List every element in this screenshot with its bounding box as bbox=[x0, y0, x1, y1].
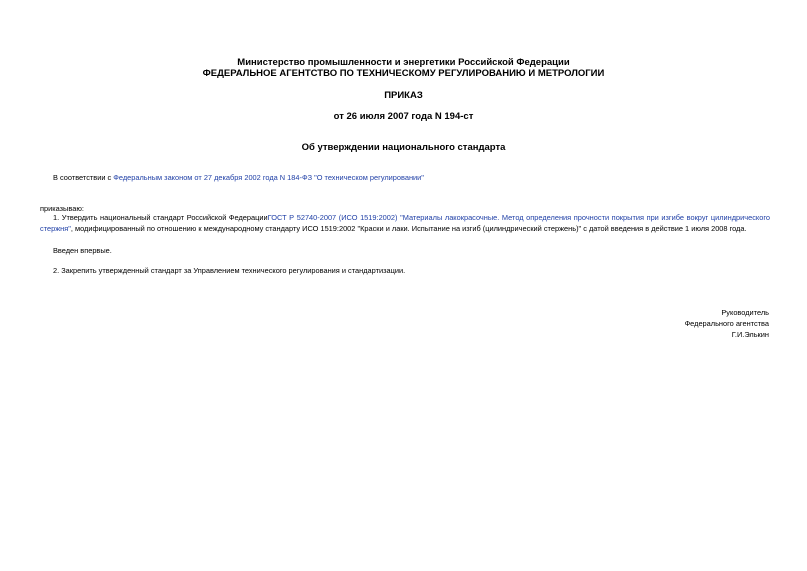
item1-paragraph bbox=[40, 212, 770, 234]
signature-agency: Федерального агентства bbox=[684, 319, 769, 328]
item1-prefix: 1. Утвердить национальный стандарт Российской Федерации bbox=[53, 213, 268, 222]
signature-name: Г.И.Элькин bbox=[731, 330, 769, 339]
intro-note: Введен впервые. bbox=[53, 246, 112, 255]
item1-suffix: , модифицированный по отношению к международному стандарту ИСО 1519:2002 "Краски и лаки. Испытание на изгиб (цилиндрический стержень)" с датой введения в действие 1 июля 2008 года. bbox=[70, 224, 747, 233]
gost-standard-link[interactable]: ГОСТ Р 52740-2007 (ИСО 1519:2002) "Материалы лакокрасочные. Метод определения прочности покрытия при изгибе вокруг цилиндрического стержня" bbox=[40, 213, 770, 233]
document-date-number: от 26 июля 2007 года N 194-ст bbox=[333, 111, 474, 122]
basis-paragraph bbox=[53, 172, 424, 183]
order-word: приказываю: bbox=[40, 204, 84, 213]
agency-heading: ФЕДЕРАЛЬНОЕ АГЕНТСТВО ПО ТЕХНИЧЕСКОМУ РЕГУЛИРОВАНИЮ И МЕТРОЛОГИИ bbox=[202, 68, 605, 79]
signature-title: Руководитель bbox=[721, 308, 769, 317]
document-type: ПРИКАЗ bbox=[384, 90, 423, 101]
federal-law-link[interactable]: Федеральным законом от 27 декабря 2002 года N 184-ФЗ "О техническом регулировании" bbox=[113, 173, 424, 182]
document-subject: Об утверждении национального стандарта bbox=[301, 142, 506, 153]
basis-prefix: В соответствии с bbox=[53, 173, 114, 182]
item2-paragraph: 2. Закрепить утвержденный стандарт за Управлением технического регулирования и стандартизации. bbox=[53, 266, 406, 275]
ministry-heading: Министерство промышленности и энергетики Российской Федерации bbox=[237, 57, 570, 68]
